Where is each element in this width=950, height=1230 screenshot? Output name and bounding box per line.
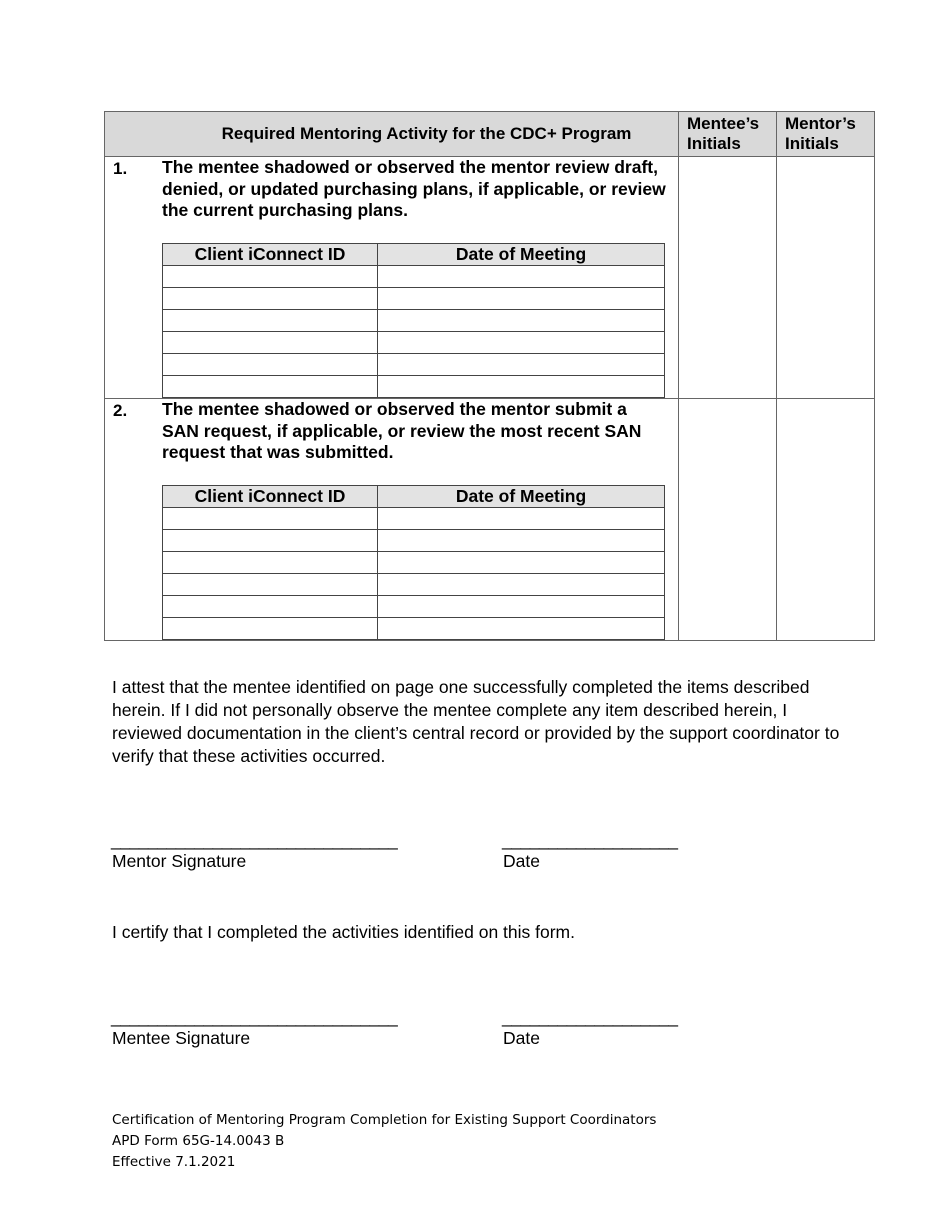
meeting-date-field[interactable] — [378, 353, 665, 375]
certification-statement: I certify that I completed the activities identified on this form. — [112, 922, 575, 942]
meeting-date-field[interactable] — [378, 507, 665, 529]
meeting-date-field[interactable] — [378, 573, 665, 595]
client-id-field[interactable] — [163, 595, 378, 617]
meeting-date-field[interactable] — [378, 595, 665, 617]
mentoring-activity-table — [104, 111, 875, 641]
log-row — [163, 573, 665, 595]
activity-description: The mentee shadowed or observed the mentor review draft, denied, or updated purchasing plans, if applicable, or review the current purchasing plans. — [162, 157, 666, 220]
mentee-initials-cell[interactable] — [679, 157, 777, 399]
meeting-date-field[interactable] — [378, 287, 665, 309]
activity-number: 2. — [113, 401, 128, 420]
meeting-log-table — [162, 485, 665, 640]
activity-row-1 — [105, 157, 875, 399]
meeting-date-field[interactable] — [378, 551, 665, 573]
client-id-field[interactable] — [163, 331, 378, 353]
log-row — [163, 595, 665, 617]
mentee-signature-line[interactable]: _______________________________ — [111, 1007, 398, 1027]
client-id-header: Client iConnect ID — [163, 243, 378, 265]
client-id-field[interactable] — [163, 617, 378, 639]
log-row — [163, 309, 665, 331]
client-id-field[interactable] — [163, 551, 378, 573]
mentor-date-label: Date — [503, 851, 540, 871]
meeting-date-field[interactable] — [378, 375, 665, 397]
activity-cell-1 — [105, 157, 679, 399]
client-id-header: Client iConnect ID — [163, 485, 378, 507]
mentee-signature-label: Mentee Signature — [112, 1028, 251, 1048]
footer-effective-date: Effective 7.1.2021 — [112, 1154, 236, 1170]
mentor-initials-cell[interactable] — [777, 157, 875, 399]
log-row — [163, 617, 665, 639]
log-row — [163, 353, 665, 375]
meeting-date-field[interactable] — [378, 529, 665, 551]
mentee-date-label: Date — [503, 1028, 540, 1048]
client-id-field[interactable] — [163, 265, 378, 287]
activity-cell-2 — [105, 399, 679, 641]
client-id-field[interactable] — [163, 309, 378, 331]
mentor-signature-label: Mentor Signature — [112, 851, 247, 871]
log-row — [163, 287, 665, 309]
meeting-date-field[interactable] — [378, 617, 665, 639]
client-id-field[interactable] — [163, 529, 378, 551]
meeting-date-header: Date of Meeting — [378, 485, 665, 507]
mentee-initials-cell[interactable] — [679, 399, 777, 641]
log-row — [163, 331, 665, 353]
log-row — [163, 529, 665, 551]
meeting-date-header: Date of Meeting — [378, 243, 665, 265]
client-id-field[interactable] — [163, 375, 378, 397]
log-row — [163, 507, 665, 529]
mentee-date-line[interactable]: ___________________ — [502, 1007, 678, 1027]
client-id-field[interactable] — [163, 287, 378, 309]
mentee-initials-header: Mentee’s Initials — [679, 112, 777, 157]
meeting-log-table — [162, 243, 665, 398]
client-id-field[interactable] — [163, 573, 378, 595]
attestation-statement: I attest that the mentee identified on page one successfully completed the items described herein. If I did not personally observe the mentee complete any item described herein, I reviewed documentation in the client’s central record or provided by the support coordinator to verify that these activities occurred. — [112, 677, 840, 766]
client-id-field[interactable] — [163, 507, 378, 529]
meeting-date-field[interactable] — [378, 331, 665, 353]
form-footer — [112, 1110, 656, 1173]
meeting-date-field[interactable] — [378, 265, 665, 287]
footer-form-title: Certification of Mentoring Program Completion for Existing Support Coordinators — [112, 1112, 657, 1128]
table-header-row — [105, 112, 875, 157]
meeting-date-field[interactable] — [378, 309, 665, 331]
log-row — [163, 551, 665, 573]
mentor-date-line[interactable]: ___________________ — [502, 830, 678, 850]
activity-description: The mentee shadowed or observed the mentor submit a SAN request, if applicable, or review the most recent SAN request that was submitted. — [162, 399, 642, 462]
activity-column-header: Required Mentoring Activity for the CDC+ Program — [105, 112, 679, 157]
footer-form-number: APD Form 65G-14.0043 B — [112, 1133, 285, 1149]
client-id-field[interactable] — [163, 353, 378, 375]
mentor-initials-header: Mentor’s Initials — [777, 112, 875, 157]
mentor-initials-cell[interactable] — [777, 399, 875, 641]
mentor-signature-line[interactable]: _______________________________ — [111, 830, 398, 850]
activity-number: 1. — [113, 159, 128, 178]
activity-row-2 — [105, 399, 875, 641]
log-row — [163, 265, 665, 287]
log-row — [163, 375, 665, 397]
